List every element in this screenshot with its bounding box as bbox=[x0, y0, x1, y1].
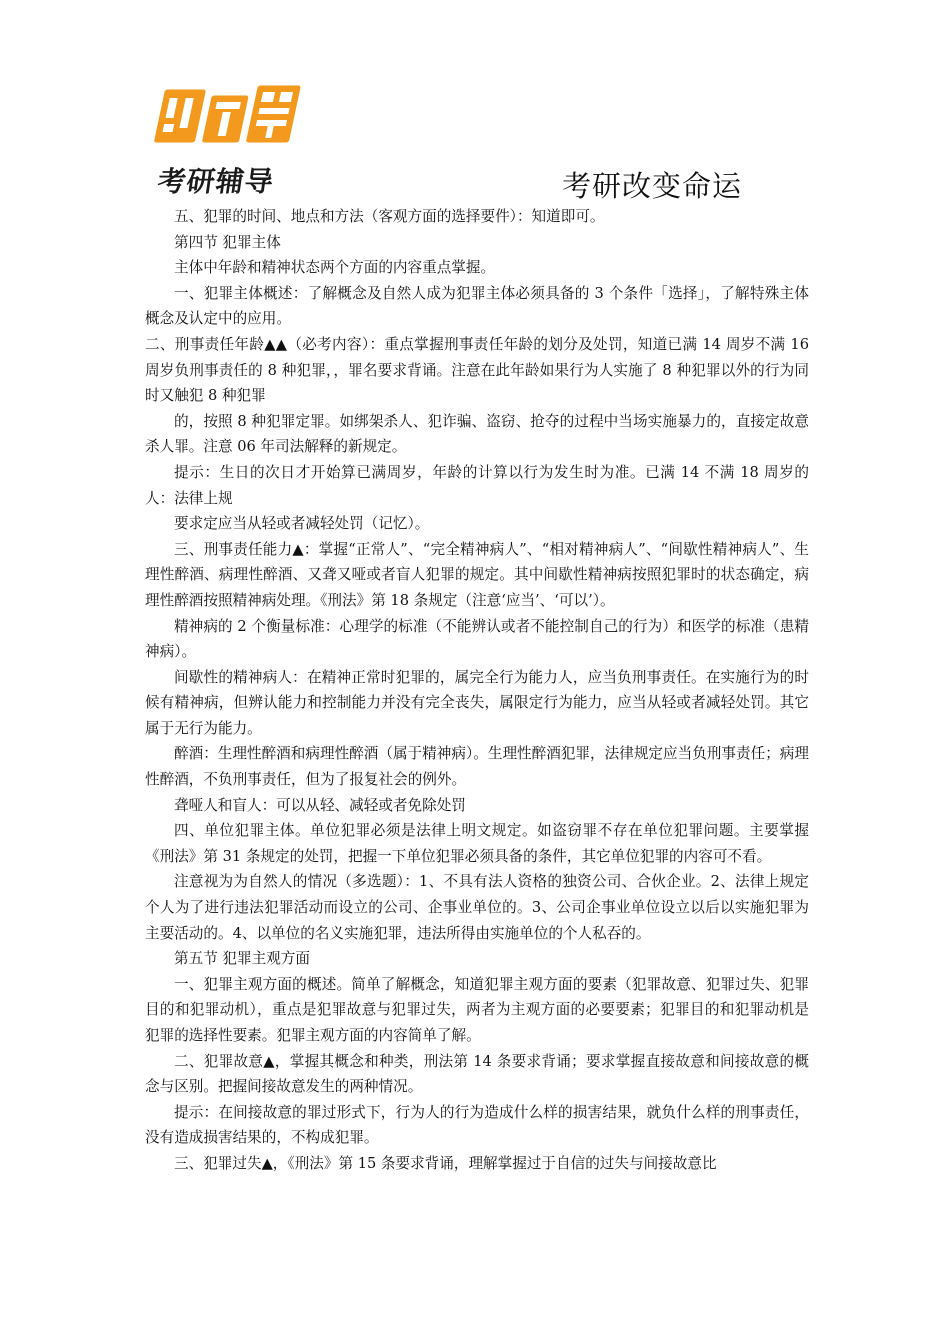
paragraph: 间歇性的精神病人：在精神正常时犯罪的，属完全行为能力人，应当负刑事责任。在实施行为的时候有精神病，但辨认能力和控制能力并没有完全丧失，属限定行为能力，应当从轻或者减轻处罚。其它属于无行为能力。 bbox=[145, 668, 809, 737]
paragraph: 精神病的 2 个衡量标准：心理学的标准（不能辨认或者不能控制自己的行为）和医学的标准（患精神病）。 bbox=[145, 617, 809, 661]
paragraph: 四、单位犯罪主体。单位犯罪必须是法律上明文规定。如盗窃罪不存在单位犯罪问题。主要掌握《刑法》第 31 条规定的处罚，把握一下单位犯罪必须具备的条件，其它单位犯罪的内容可不看。 bbox=[145, 822, 809, 865]
paragraph: 提示：生日的次日才开始算已满周岁，年龄的计算以行为发生时为准。已满 14 不满 18 周岁的人：法律上规 bbox=[145, 463, 809, 507]
paragraph: 一、犯罪主观方面的概述。简单了解概念，知道犯罪主观方面的要素（犯罪故意、犯罪过失、犯罪目的和犯罪动机），重点是犯罪故意与犯罪过失，两者为主观方面的必要要素；犯罪目的和犯罪动机是犯罪的选择性要素。犯罪主观方面的内容简单了解。 bbox=[145, 975, 809, 1044]
paragraph: 二、犯罪故意▲，掌握其概念和种类，刑法第 14 条要求背诵；要求掌握直接故意和间接故意的概念与区别。把握间接故意发生的两种情况。 bbox=[145, 1052, 809, 1096]
section-heading: 第四节 犯罪主体 bbox=[174, 233, 281, 251]
paragraph: 聋哑人和盲人：可以从轻、减轻或者免除处罚 bbox=[174, 796, 466, 814]
paragraph: 提示：在间接故意的罪过形式下，行为人的行为造成什么样的损害结果，就负什么样的刑事责任，没有造成损害结果的，不构成犯罪。 bbox=[145, 1103, 809, 1147]
paragraph: 三、犯罪过失▲，《刑法》第 15 条要求背诵，理解掌握过于自信的过失与间接故意比 bbox=[174, 1154, 717, 1172]
paragraph: 要求定应当从轻或者减轻处罚（记忆）。 bbox=[174, 515, 430, 533]
header-slogan: 考研改变命运 bbox=[562, 169, 743, 203]
document-body bbox=[145, 204, 809, 1177]
paragraph: 二、刑事责任年龄▲▲（必考内容）：重点掌握刑事责任年龄的划分及处罚，知道已满 14 周岁不满 16 周岁负刑事责任的 8 种犯罪，，罪名要求背诵。注意在此年龄如果行为人实施了 8 种犯罪以外的行为同时又触犯 8 种犯罪 bbox=[145, 335, 809, 405]
logo-mark-icon bbox=[150, 78, 310, 158]
paragraph: 一、犯罪主体概述：了解概念及自然人成为犯罪主体必须具备的 3 个条件「选择」，了解特殊主体概念及认定中的应用。 bbox=[145, 284, 809, 328]
logo-caption: 考研辅导 bbox=[155, 165, 277, 198]
paragraph: 主体中年龄和精神状态两个方面的内容重点掌握。 bbox=[174, 259, 496, 277]
paragraph: 醉酒：生理性醉酒和病理性醉酒（属于精神病）。生理性醉酒犯罪，法律规定应当负刑事责任；病理性醉酒，不负刑事责任，但为了报复社会的例外。 bbox=[145, 745, 809, 789]
paragraph: 五、犯罪的时间、地点和方法（客观方面的选择要件）：知道即可。 bbox=[174, 208, 605, 225]
paragraph: 三、刑事责任能力▲：掌握“正常人”、“完全精神病人”、“相对精神病人”、“间歇性精神病人”、生理性醉酒、病理性醉酒、又聋又哑或者盲人犯罪的规定。其中间歇性精神病按照犯罪时的状态确定，病理性醉酒按照精神病处理。《刑法》第 18 条规定（注意‘应当’、‘可以’）。 bbox=[145, 540, 809, 609]
paragraph: 的，按照 8 种犯罪定罪。如绑架杀人、犯诈骗、盗窃、抢夺的过程中当场实施暴力的，直接定故意杀人罪。注意 06 年司法解释的新规定。 bbox=[145, 412, 809, 456]
section-heading: 第五节 犯罪主观方面 bbox=[174, 950, 310, 968]
paragraph: 注意视为为自然人的情况（多选题）：1、不具有法人资格的独资公司、合伙企业。2、法律上规定个人为了进行违法犯罪活动而设立的公司、企事业单位的。3、公司企事业单位设立以后以实施犯罪为主要活动的。4、以单位的名义实施犯罪，违法所得由实施单位的个人私吞的。 bbox=[145, 873, 809, 942]
